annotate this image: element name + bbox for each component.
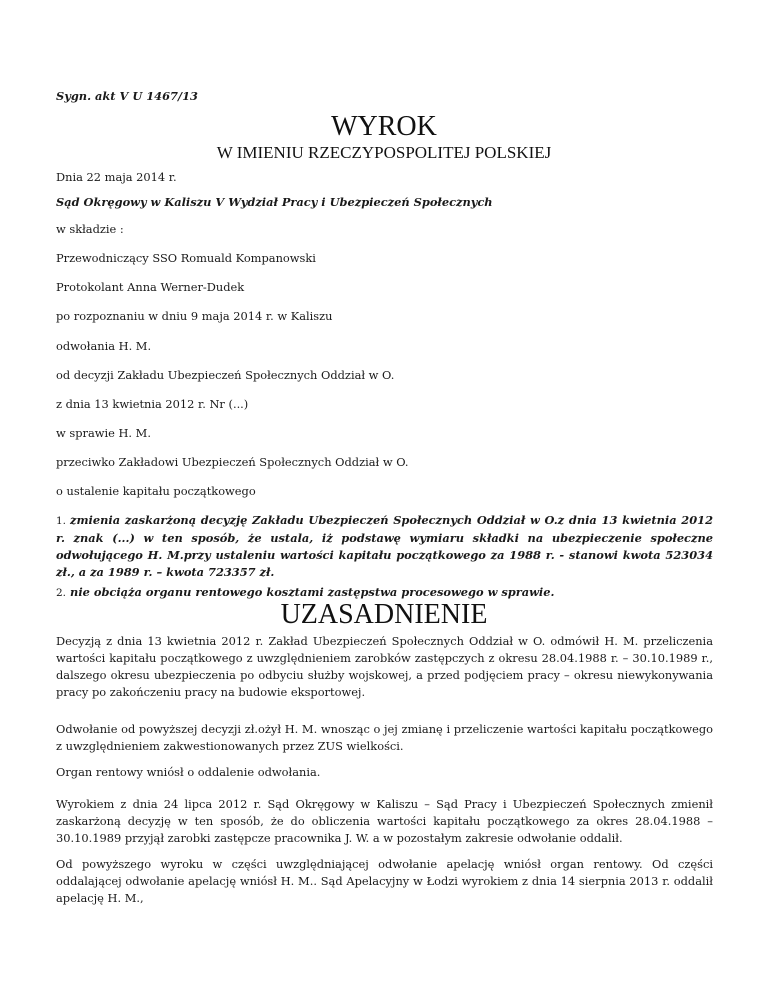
justification-paragraph: Odwołanie od powyższej decyzji zł.ożył H. M. wnosząc o jej zmianę i przeliczenie wartości kapitału początkowego z uwzględnieniem zakwestionowanych przez ZUS wielkości. — [56, 722, 713, 753]
justification-heading: UZASADNIENIE — [280, 599, 488, 630]
judgment-date: Dnia 22 maja 2014 r. — [56, 170, 177, 184]
hearing-info: po rozpoznaniu w dniu 9 maja 2014 r. w Kaliszu — [56, 309, 333, 323]
appeal-of: odwołania H. M. — [56, 339, 152, 353]
decision-date: z dnia 13 kwietnia 2012 r. Nr (...) — [56, 397, 249, 411]
presiding-judge: Przewodniczący SSO Romuald Kompanowski — [56, 251, 316, 265]
document-subtitle: W IMIENIU RZECZYPOSPOLITEJ POLSKIEJ — [216, 143, 552, 162]
verdict-item-text: zmienia zaskarżoną decyzję Zakładu Ubezpieczeń Społecznych Oddział w O.z dnia 13 kwietnia 2012 r. znak (...) w ten sposób, że ustala, iż podstawę wymiaru składki na ubezpieczenie społeczne odwołującego H. M.przy ustaleniu wartości kapitału początkowego za 1988 r. - stanowi kwota 523034 zł., a za 1989 r. – kwota 723357 zł. — [56, 513, 713, 579]
justification-paragraph: Decyzją z dnia 13 kwietnia 2012 r. Zakład Ubezpieczeń Społecznych Oddział w O. odmówił H. M. przeliczenia wartości kapitału początkowego z uwzględnieniem zarobków zastępczych z okresu 28.04.1988 r. – 30.10.1989 r., dalszego okresu ubezpieczenia po odbyciu służby wojskowej, a przed podjęciem pracy – okresu niewykonywania pracy po zakończeniu pracy na budowie eksportowej. — [56, 634, 713, 699]
against-party: przeciwko Zakładowi Ubezpieczeń Społecznych Oddział w O. — [56, 455, 409, 469]
verdict-item-number: 2. — [56, 587, 67, 599]
document-title: WYROK — [331, 111, 437, 142]
verdict-item — [56, 512, 713, 581]
clerk: Protokolant Anna Werner-Dudek — [56, 280, 245, 294]
justification-paragraph: Od powyższego wyroku w części uwzględniającej odwołanie apelację wniósł organ rentowy. Od części oddalającej odwołanie apelację wniósł H. M.. Sąd Apelacyjny w Łodzi wyrokiem z dnia 14 sierpnia 2013 r. oddalił apelację H. M., — [56, 857, 713, 905]
in-case-of: w sprawie H. M. — [56, 426, 151, 440]
case-subject: o ustalenie kapitału początkowego — [56, 484, 256, 498]
from-decision: od decyzji Zakładu Ubezpieczeń Społecznych Oddział w O. — [56, 368, 395, 382]
composition-label: w składzie : — [56, 222, 124, 236]
court-name: Sąd Okręgowy w Kaliszu V Wydział Pracy i Ubezpieczeń Społecznych — [56, 195, 493, 209]
justification-paragraph: Organ rentowy wniósł o oddalenie odwołania. — [56, 765, 321, 779]
justification-paragraph: Wyrokiem z dnia 24 lipca 2012 r. Sąd Okręgowy w Kaliszu – Sąd Pracy i Ubezpieczeń Społecznych zmienił zaskarżoną decyzję w ten sposób, że do obliczenia wartości kapitału początkowego za okres 28.04.1988 – 30.10.1989 przyjął zarobki zastępcze pracownika J. W. a w pozostałym zakresie odwołanie oddalił. — [56, 797, 713, 845]
verdict-item-number: 1. — [56, 515, 67, 527]
verdict-item-text: nie obciąża organu rentowego kosztami zastępstwa procesowego w sprawie. — [70, 585, 555, 599]
case-number: Sygn. akt V U 1467/13 — [56, 89, 198, 103]
